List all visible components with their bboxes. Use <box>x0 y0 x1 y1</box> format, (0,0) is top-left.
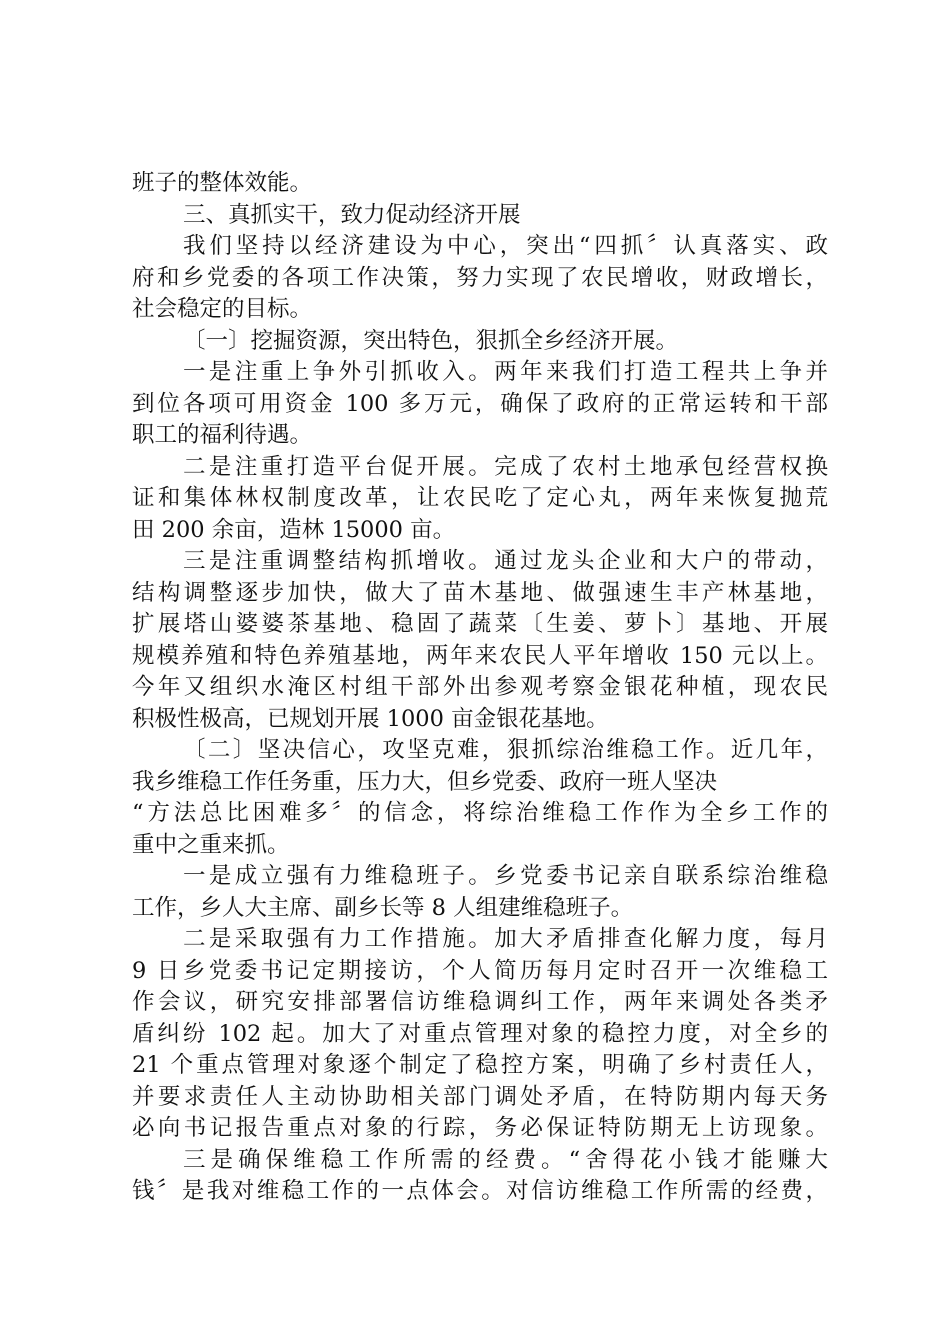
text-line: 工作，乡人大主席、副乡长等 8 人组建维稳班子。 <box>132 894 634 921</box>
document-body <box>132 168 828 1208</box>
text-line: 社会稳定的目标。 <box>132 296 313 322</box>
text-line: “方法总比困难多〞的信念，将综治维稳工作作为全乡工作的 <box>132 800 828 826</box>
text-line: 并要求责任人主动协助相关部门调处矛盾，在特防期内每天务 <box>132 1083 828 1110</box>
text-line: 二是采取强有力工作措施。加大矛盾排查化解力度，每月 <box>183 926 828 952</box>
text-line: 作会议，研究安排部署信访维稳调纠工作，两年来调处各类矛 <box>132 989 828 1015</box>
text-line: 到位各项可用资金 100 多万元，确保了政府的正常运转和干部 <box>132 390 828 417</box>
text-line: 一是成立强有力维稳班子。乡党委书记亲自联系综治维稳 <box>183 863 828 889</box>
text-line: 〔二〕坚决信心，攻坚克难，狠抓综治维稳工作。近几年， <box>183 737 828 763</box>
text-line: 我们坚持以经济建设为中心，突出“四抓〞认真落实、政 <box>183 233 828 259</box>
text-line: 班子的整体效能。 <box>132 170 313 196</box>
text-line: 我乡维稳工作任务重，压力大，但乡党委、政府一班人坚决 <box>132 768 718 795</box>
text-line: 三、真抓实干，致力促动经济开展 <box>183 201 521 228</box>
text-line: 规模养殖和特色养殖基地，两年来农民人平年增收 150 元以上。 <box>132 642 828 669</box>
text-line: 9 日乡党委书记定期接访，个人简历每月定时召开一次维稳工 <box>132 957 828 984</box>
text-line: 今年又组织水淹区村组干部外出参观考察金银花种植，现农民 <box>132 674 828 700</box>
text-line: 证和集体林权制度改革，让农民吃了定心丸，两年来恢复抛荒 <box>132 485 828 511</box>
text-line: 三是注重调整结构抓增收。通过龙头企业和大户的带动， <box>183 548 828 574</box>
text-line: 积极性极高，已规划开展 1000 亩金银花基地。 <box>132 705 609 732</box>
text-line: 二是注重打造平台促开展。完成了农村土地承包经营权换 <box>183 453 828 480</box>
text-line: 钱〞是我对维稳工作的一点体会。对信访维稳工作所需的经费， <box>132 1178 828 1204</box>
text-line: 田 200 余亩，造林 15000 亩。 <box>132 516 456 543</box>
text-line: 盾纠纷 102 起。加大了对重点管理对象的稳控力度，对全乡的 <box>132 1020 828 1047</box>
text-line: 三是确保维稳工作所需的经费。“舍得花小钱才能赚大 <box>183 1146 828 1173</box>
text-line: 府和乡党委的各项工作决策，努力实现了农民增收，财政增长， <box>132 264 828 291</box>
text-line: 必向书记报告重点对象的行踪，务必保证特防期无上访现象。 <box>132 1115 828 1141</box>
text-line: 职工的福利待遇。 <box>132 422 313 448</box>
text-line: 〔一〕挖掘资源，突出特色，狠抓全乡经济开展。 <box>183 327 679 354</box>
text-line: 重中之重来抓。 <box>132 831 290 858</box>
text-line: 结构调整逐步加快，做大了苗木基地、做强速生丰产林基地， <box>132 579 828 606</box>
text-line: 扩展塔山婆婆茶基地、稳固了蔬菜〔生姜、萝卜〕基地、开展 <box>132 611 828 637</box>
text-line: 一是注重上争外引抓收入。两年来我们打造工程共上争并 <box>183 359 828 385</box>
text-line: 21 个重点管理对象逐个制定了稳控方案，明确了乡村责任人， <box>132 1052 828 1078</box>
